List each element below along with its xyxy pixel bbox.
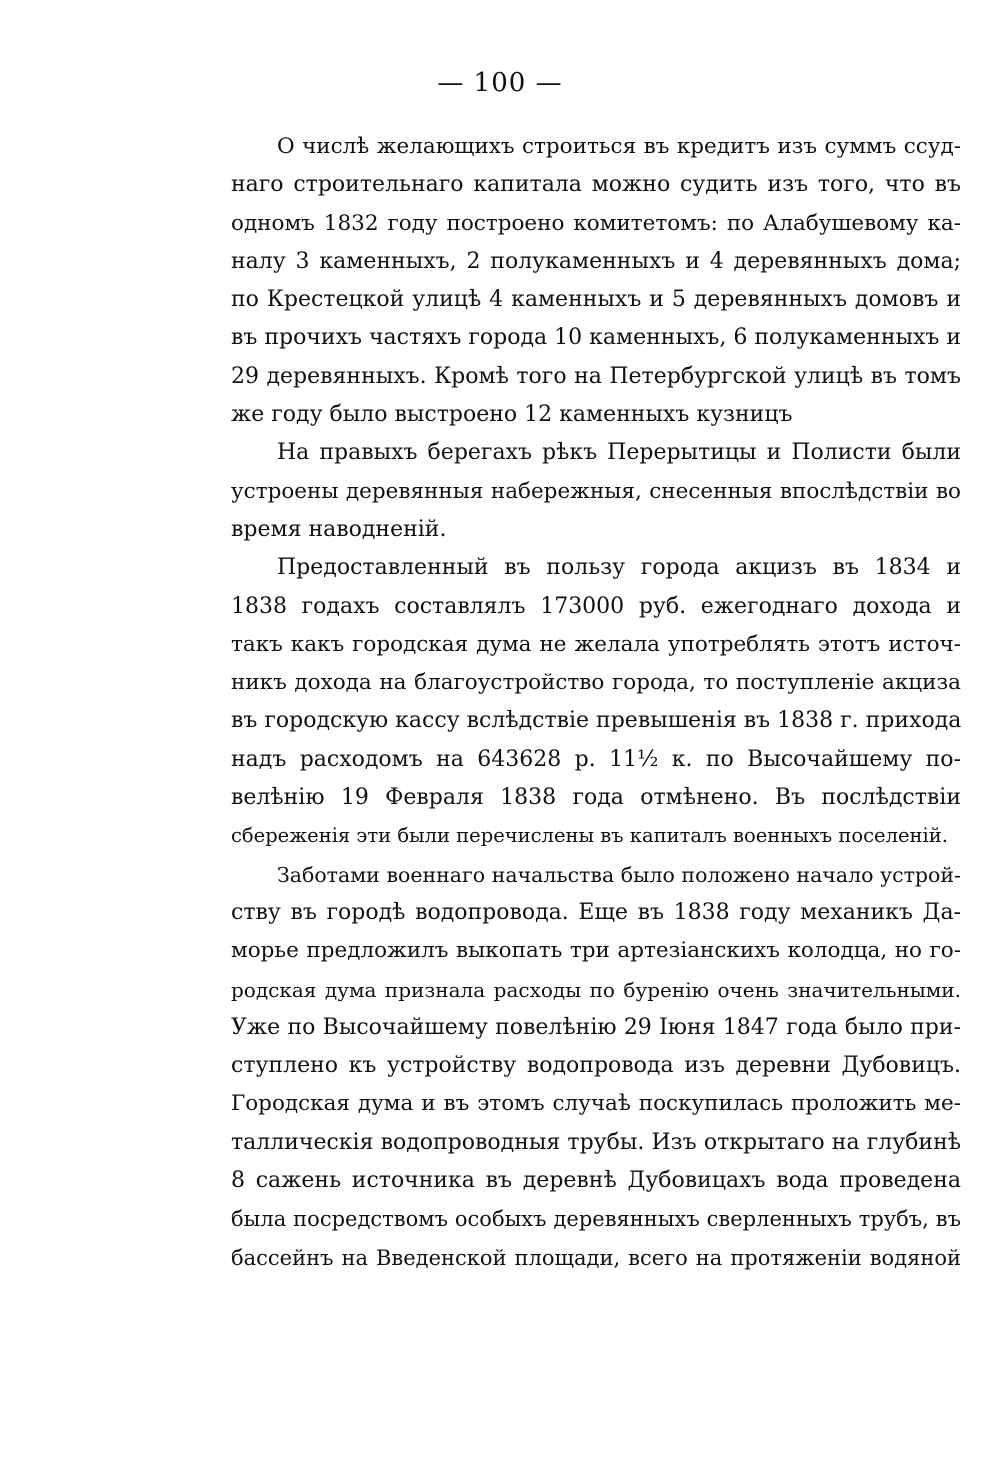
text-line: Предоставленный въ пользу города акцизъ въ 1834 и (277, 555, 961, 581)
text-line: время наводненій. (231, 516, 447, 542)
text-line: 29 деревянныхъ. Кромѣ того на Петербургской улицѣ въ томъ (231, 363, 961, 389)
text-line: 8 сажень источника въ деревнѣ Дубовицахъ вода проведена (231, 1168, 961, 1194)
text-line: Уже по Высочайшему повелѣнію 29 Іюня 1847 года было при- (231, 1014, 961, 1040)
text-line: Городская дума и въ этомъ случаѣ поскупилась проложить ме- (231, 1091, 961, 1117)
text-line: 1838 годахъ составлялъ 173000 руб. ежегоднаго дохода и (231, 593, 961, 619)
text-line: ступлено къ устройству водопровода изъ деревни Дубовицъ. (231, 1053, 961, 1079)
text-line: родская дума признала расходы по буренію очень значительными. (231, 977, 961, 1002)
text-line: по Крестецкой улицѣ 4 каменныхъ и 5 деревянныхъ домовъ и (231, 287, 961, 313)
text-line: налу 3 каменныхъ, 2 полукаменныхъ и 4 деревянныхъ дома; (231, 248, 961, 274)
text-line: таллическія водопроводныя трубы. Изъ открытаго на глубинѣ (231, 1129, 961, 1155)
text-line: О числѣ желающихъ строиться въ кредитъ изъ суммъ ссуд- (277, 134, 961, 159)
text-line: На правыхъ берегахъ рѣкъ Перерытицы и Полисти были (277, 440, 961, 466)
text-line: сбереженія эти были перечислены въ капиталъ военныхъ поселеній. (231, 824, 948, 848)
text-line: такъ какъ городская дума не желала употреблять этотъ источ- (231, 631, 961, 657)
text-line: никъ дохода на благоустройство города, то поступленіе акциза (231, 670, 961, 696)
text-line: ству въ городѣ водопровода. Еще въ 1838 году механикъ Да- (231, 899, 961, 925)
text-line: надъ расходомъ на 643628 р. 11½ к. по Высочайшему по- (231, 746, 961, 772)
text-line: устроены деревянныя набережныя, снесенныя впослѣдствіи во (231, 478, 961, 504)
text-line: наго строительнаго капитала можно судить изъ того, что въ (231, 172, 961, 198)
text-line: Заботами военнаго начальства было положено начало устрой- (277, 862, 961, 887)
text-line: въ городскую кассу вслѣдствіе превышенія въ 1838 г. прихода (231, 708, 961, 734)
text-line: въ прочихъ частяхъ города 10 каменныхъ, 6 полукаменныхъ и (231, 325, 961, 351)
text-line: велѣнію 19 Февраля 1838 года отмѣнено. Въ послѣдствіи (231, 785, 961, 811)
text-line: морье предложилъ выкопать три артезіанскихъ колодца, но го- (231, 938, 961, 964)
text-line: же году было выстроено 12 каменныхъ кузницъ (231, 402, 793, 428)
page-number: — 100 — (437, 68, 563, 98)
text-line: одномъ 1832 году построено комитетомъ: по Алабушевому ка- (231, 210, 961, 236)
body-text (231, 128, 961, 1277)
text-line: была посредствомъ особыхъ деревянныхъ сверленныхъ трубъ, въ (231, 1207, 961, 1232)
text-line: бассейнъ на Введенской площади, всего на протяженіи водяной (231, 1245, 961, 1270)
